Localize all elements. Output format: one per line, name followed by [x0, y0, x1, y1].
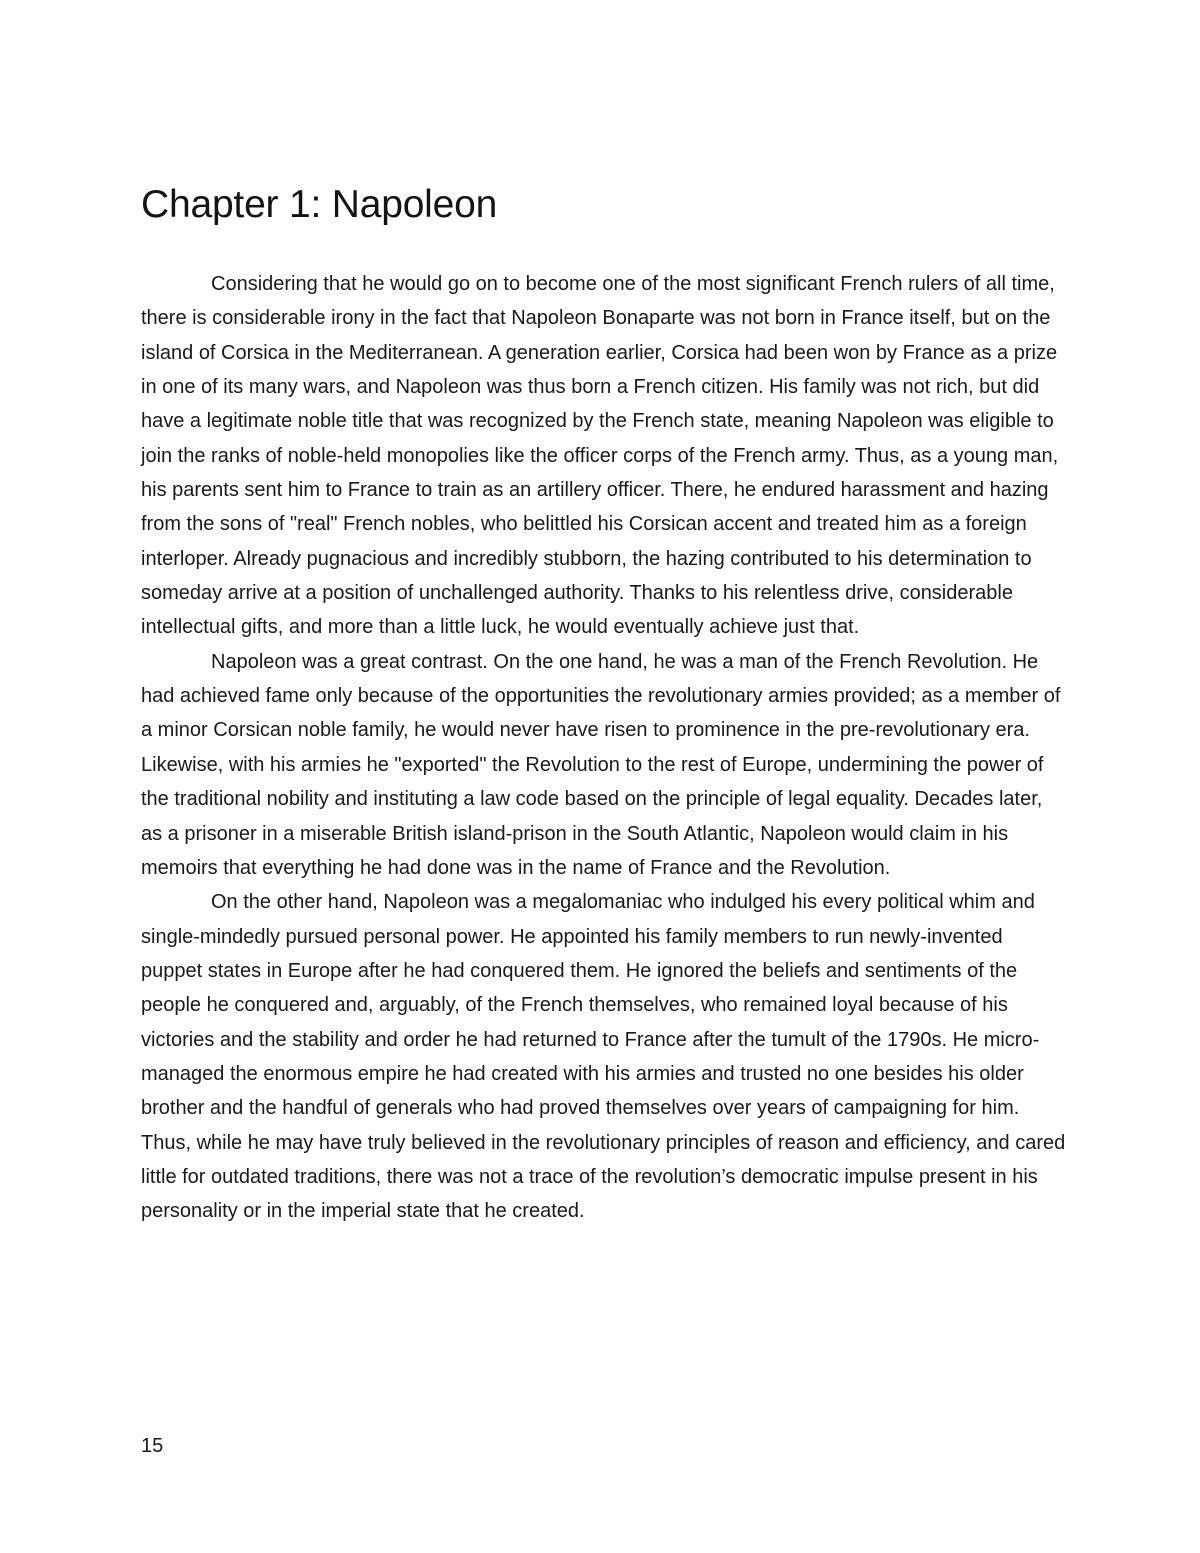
page-number: 15 [141, 1435, 164, 1457]
chapter-body [141, 267, 1066, 1229]
paragraph: On the other hand, Napoleon was a megalomaniac who indulged his every political whim and single-mindedly pursued personal power. He appointed his family members to run newly-invented puppet states in Europe after he had conquered them. He ignored the beliefs and sentiments of the people he conquered and, arguably, of the French themselves, who remained loyal because of his victories and the stability and order he had returned to France after the tumult of the 1790s. He micro-managed the enormous empire he had created with his armies and trusted no one besides his older brother and the handful of generals who had proved themselves over years of campaigning for him. Thus, while he may have truly believed in the revolutionary principles of reason and efficiency, and cared little for outdated traditions, there was not a trace of the revolution’s democratic impulse present in his personality or in the imperial state that he created. [141, 891, 1066, 1223]
paragraph: Considering that he would go on to become one of the most significant French rulers of all time, there is considerable irony in the fact that Napoleon Bonaparte was not born in France itself, but on the island of Corsica in the Mediterranean. A generation earlier, Corsica had been won by France as a prize in one of its many wars, and Napoleon was thus born a French citizen. His family was not rich, but did have a legitimate noble title that was recognized by the French state, meaning Napoleon was eligible to join the ranks of noble-held monopolies like the officer corps of the French army. Thus, as a young man, his parents sent him to France to train as an artillery officer. There, he endured harassment and hazing from the sons of "real" French nobles, who belittled his Corsican accent and treated him as a foreign interloper. Already pugnacious and incredibly stubborn, the hazing contributed to his determination to someday arrive at a position of unchallenged authority. Thanks to his relentless drive, considerable intellectual gifts, and more than a little luck, he would eventually achieve just that. [141, 273, 1059, 639]
chapter-title: Chapter 1: Napoleon [141, 183, 498, 226]
paragraph: Napoleon was a great contrast. On the one hand, he was a man of the French Revolution. He had achieved fame only because of the opportunities the revolutionary armies provided; as a member of a minor Corsican noble family, he would never have risen to prominence in the pre-revolutionary era. Likewise, with his armies he "exported" the Revolution to the rest of Europe, undermining the power of the traditional nobility and instituting a law code based on the principle of legal equality. Decades later, as a prisoner in a miserable British island-prison in the South Atlantic, Napoleon would claim in his memoirs that everything he had done was in the name of France and the Revolution. [141, 650, 1061, 879]
